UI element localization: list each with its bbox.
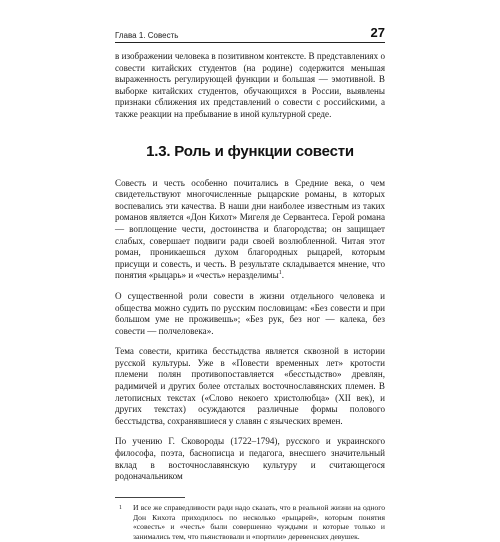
- footnote-text: И все же справедливости ради надо сказать, что в реальной жизни на одного Дон Кихота приходилось по несколько «рыцарей», которым понятия «совесть» и «честь» были совершенно чуждыми и которые только и занимались тем, что пьянствовали и «портили» деревенских девушек.: [133, 502, 385, 542]
- footnote-divider: [115, 497, 185, 498]
- body-text: [115, 51, 385, 483]
- footnote-mark: 1: [119, 504, 122, 511]
- page-number: 27: [370, 25, 385, 40]
- intro-paragraph: в изображении человека в позитивном контексте. В представлениях о совести китайских студентов (на родине) содержится меньшая выраженность регулирующей функции и большая — эмотивной. В выборке китайских студентов, обучающихся в России, выявлены признаки сближения их представлений о совести с российскими, а также реакции на пребывание в иной культурной среде.: [115, 51, 385, 119]
- footnote: [115, 503, 385, 542]
- section-heading: 1.3. Роль и функции совести: [146, 142, 354, 160]
- footnote-reference[interactable]: 1: [278, 270, 282, 277]
- book-page: [115, 24, 385, 542]
- running-header: [115, 24, 385, 43]
- chapter-title: Глава 1. Совесть: [115, 31, 179, 40]
- paragraph-2: О существенной роли совести в жизни отдельного человека и общества можно судить по русским пословицам: «Без совести и при большом уме не проживешь»; «Без рук, без ног — калека, без совести — полчеловека».: [115, 290, 385, 336]
- paragraph-1: Совесть и честь особенно почитались в Средние века, о чем свидетельствуют многочисленные рыцарские романы, в которых воспевались эти качества. В наши дни наиболее известным из таких романов является «Дон Кихот» Мигеля де Сервантеса. Герой романа — воплощение чести, достоинства и благородства; он защищает слабых, совершает подвиги ради своей возлюбленной. Читая этот роман, проникаешься духом благородных рыцарей, которым присущи и совесть, и честь. В результате складывается мнение, что понятия «рыцарь» и «честь» неразделимы$^1$.: [115, 177, 385, 281]
- paragraph-1-text: Совесть и честь особенно почитались в Средние века, о чем свидетельствуют многочисленные рыцарские романы, в которых воспевались эти качества. В наши дни наиболее известным из таких романов является «Дон Кихот» Мигеля де Сервантеса. Герой романа — воплощение чести, достоинства и благородства; он защищает слабых, совершает подвиги ради своей возлюбленной. Читая этот роман, проникаешься духом благородных рыцарей, которым присущи и совесть, и честь. В результате складывается мнение, что понятия «рыцарь» и «честь» неразделимы: [115, 177, 385, 281]
- paragraph-4: По учению Г. Сковороды (1722–1794), русского и украинского философа, поэта, баснописца и педагога, внесшего значительный вклад в восточнославянскую культуру и считающегося родоначальником: [115, 436, 385, 482]
- paragraph-3: Тема совести, критика бесстыдства является сквозной в истории русской культуры. Уже в «Повести временных лет» кротости племени полян противопоставляется «бесстыдство» древлян, радимичей и других более отсталых восточнославянских племен. В летописных текстах («Слово некоего христолюбца» (XII век), и других текстах) осуждаются различные формы полового бесстыдства, сохранявшиеся у славян с языческих времен.: [115, 346, 385, 426]
